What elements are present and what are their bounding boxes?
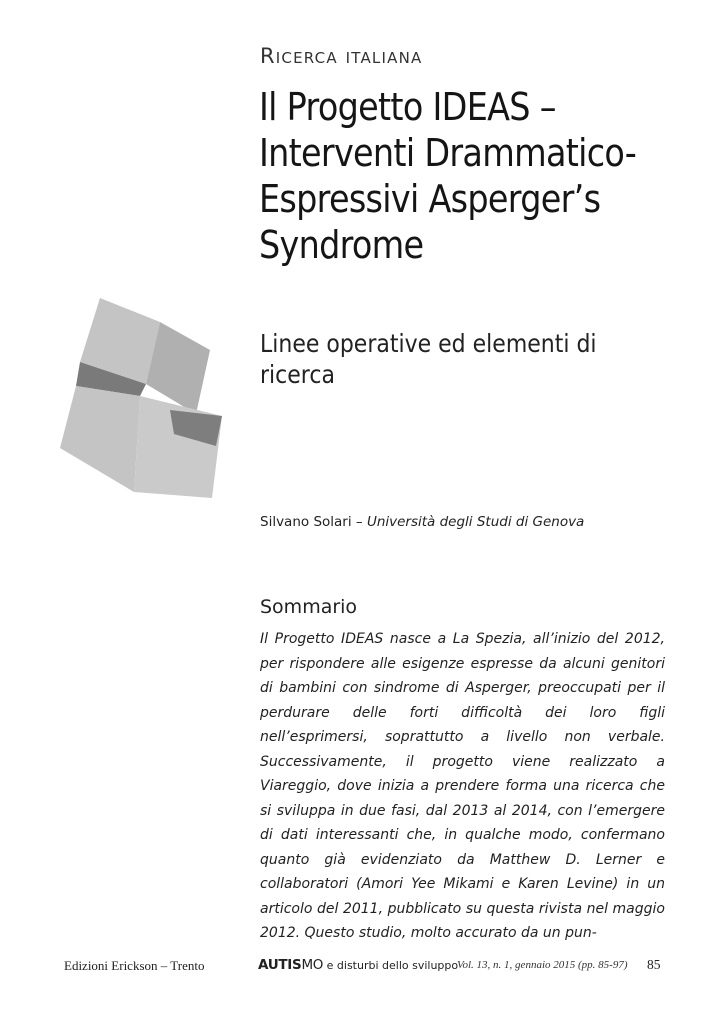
article-subtitle: Linee operative ed elementi di ricerca (260, 329, 597, 389)
footer-publisher: Edizioni Erickson – Trento (64, 958, 205, 973)
article-title: Il Progetto IDEAS – Interventi Drammatico-Espressivi Asperger’s Syndrome (259, 85, 637, 267)
author-line (260, 514, 584, 530)
footer-journal (258, 957, 458, 973)
journal-name-rest: e disturbi dello sviluppo (323, 959, 459, 972)
page-number: 85 (647, 957, 661, 972)
cube-face-lower-left (60, 386, 140, 492)
cube-logo-icon (60, 298, 230, 498)
abstract-text: Il Progetto IDEAS nasce a La Spezia, all’inizio del 2012, per rispondere alle esigenze espresse da alcuni genitori di bambini con sindrome di Asperger, preoccupati per il perdurare delle forti difficoltà dei loro figli nell’esprimersi, soprattutto a livello non verbale. Successivamente, il progetto viene realizzato a Viareggio, dove inizia a prendere forma una ricerca che si sviluppa in due fasi, dal 2013 al 2014, con l’emergere di dati interessanti che, in qualche modo, confermano quanto già evidenziato da Matthew D. Lerner e collaboratori (Amori Yee Mikami e Karen Levine) in un articolo del 2011, pubblicato su questa rivista nel maggio 2012. Questo studio, molto accurato da un pun- (260, 631, 665, 941)
author-affiliation: Università degli Studi di Genova (366, 514, 585, 530)
section-label: Ricerca italiana (260, 44, 423, 68)
footer-volume: Vol. 13, n. 1, gennaio 2015 (pp. 85-97) (457, 959, 628, 971)
journal-brand-bold: AUTIS (258, 957, 302, 973)
abstract-heading: Sommario (260, 596, 358, 618)
journal-brand-light: MO (301, 957, 324, 973)
author-name: Silvano Solari – (260, 514, 367, 530)
